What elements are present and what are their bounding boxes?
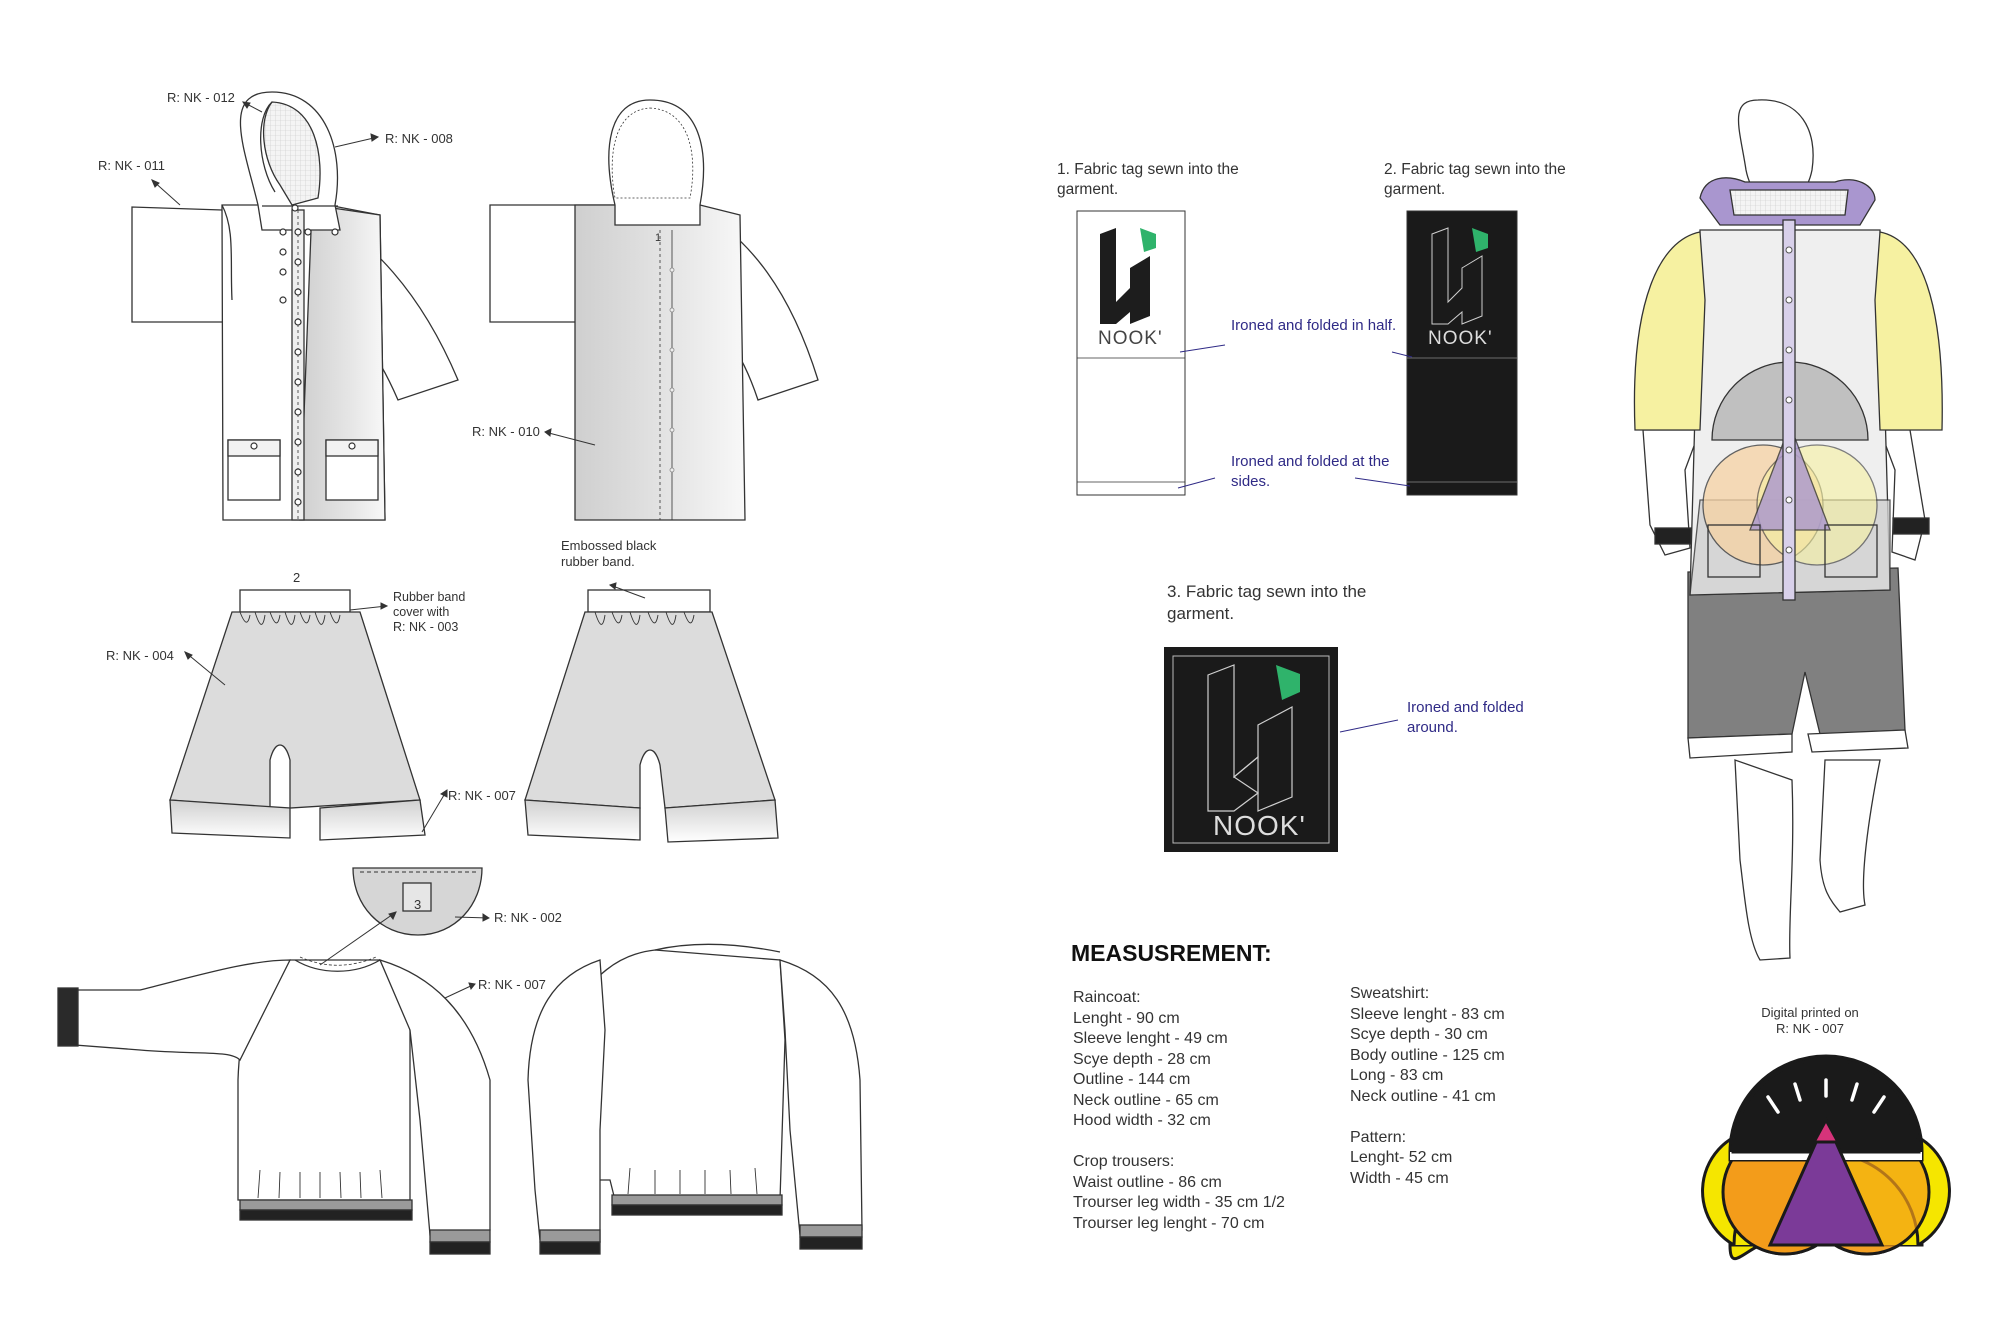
- label-embossed-line1: Embossed black: [561, 538, 657, 553]
- shorts-back: [525, 590, 778, 842]
- label-rnk007b: R: NK - 007: [478, 977, 546, 992]
- note-folded-sides: Ironed and folded at the sides.: [1231, 453, 1390, 490]
- raincoat-front: [132, 92, 458, 520]
- shorts-front: [170, 590, 425, 840]
- sweatshirt-title: Sweatshirt:: [1350, 985, 1430, 1002]
- label-rubber-line1: Rubber band: [393, 590, 466, 604]
- sweatshirt-back: [528, 944, 862, 1254]
- digital-print-note: [1700, 1005, 1920, 1037]
- sweatshirt-body: Body outline - 125 cm: [1350, 1046, 1505, 1064]
- trousers-leg-length: Trourser leg lenght - 70 cm: [1073, 1214, 1265, 1232]
- trousers-leg-width: Trourser leg width - 35 cm 1/2: [1073, 1194, 1285, 1211]
- raincoat-title: Raincoat:: [1073, 989, 1141, 1006]
- tag3-brand: NOOK': [1213, 810, 1306, 841]
- fabric-tag-1: [1077, 211, 1185, 495]
- tag2-title: 2. Fabric tag sewn into the garment.: [1384, 161, 1566, 198]
- label-embossed: [561, 538, 656, 570]
- note-folded-half: Ironed and folded in half.: [1231, 317, 1397, 334]
- measurement-right: [1350, 984, 1505, 1189]
- label-rnk012: R: NK - 012: [167, 90, 235, 105]
- digital-print-line1: Digital printed on: [1761, 1005, 1859, 1020]
- digital-print-line2: R: NK - 007: [1776, 1021, 1844, 1036]
- raincoat-neck: Neck outline - 65 cm: [1073, 1091, 1219, 1109]
- tag2-brand: NOOK': [1428, 328, 1493, 349]
- label-rnk007a: R: NK - 007: [448, 788, 516, 803]
- label-rubber-line2: cover with: [393, 605, 450, 619]
- pattern-width: Width - 45 cm: [1350, 1169, 1449, 1187]
- trousers-waist: Waist outline - 86 cm: [1073, 1173, 1222, 1191]
- label-rubber-line3: R: NK - 003: [393, 620, 459, 634]
- sweatshirt-long: Long - 83 cm: [1350, 1067, 1444, 1084]
- label-rnk010: R: NK - 010: [472, 424, 540, 439]
- raincoat-length: Lenght - 90 cm: [1073, 1009, 1180, 1027]
- label-num1: 1: [655, 232, 662, 244]
- pattern-length: Lenght- 52 cm: [1350, 1149, 1453, 1166]
- fabric-tag-2: [1407, 211, 1517, 495]
- trousers-title: Crop trousers:: [1073, 1153, 1175, 1170]
- label-rnk011: R: NK - 011: [98, 158, 165, 173]
- note-folded-around: Ironed and folded around.: [1407, 699, 1524, 736]
- raincoat-sleeve: Sleeve lenght - 49 cm: [1073, 1030, 1228, 1047]
- tag1-title: 1. Fabric tag sewn into the garment.: [1057, 161, 1239, 198]
- measurement-left: [1073, 988, 1285, 1234]
- label-rnk002: R: NK - 002: [494, 910, 562, 925]
- tag3-title: 3. Fabric tag sewn into the garment.: [1167, 582, 1367, 623]
- raincoat-back: [490, 100, 818, 520]
- raincoat-outline: Outline - 144 cm: [1073, 1071, 1191, 1088]
- pattern-title: Pattern:: [1350, 1128, 1407, 1146]
- raincoat-scye: Scye depth - 28 cm: [1073, 1050, 1211, 1068]
- label-rnk008: R: NK - 008: [385, 131, 453, 146]
- label-rubber: [393, 590, 465, 635]
- sweatshirt-scye: Scye depth - 30 cm: [1350, 1026, 1488, 1043]
- sweatshirt-neck: Neck outline - 41 cm: [1350, 1087, 1496, 1105]
- model-illustration: [1634, 100, 1942, 960]
- measurement-heading: MEASUSREMENT:: [1071, 940, 1272, 966]
- label-embossed-line2: rubber band.: [561, 554, 635, 569]
- printed-emblem: [1703, 1056, 1950, 1259]
- sweatshirt-front: [58, 957, 490, 1254]
- label-num2: 2: [293, 570, 301, 585]
- label-num3: 3: [414, 897, 422, 912]
- sweatshirt-sleeve: Sleeve lenght - 83 cm: [1350, 1005, 1505, 1023]
- raincoat-hood: Hood width - 32 cm: [1073, 1112, 1211, 1129]
- label-rnk004: R: NK - 004: [106, 648, 174, 663]
- tag1-brand: NOOK': [1098, 328, 1163, 349]
